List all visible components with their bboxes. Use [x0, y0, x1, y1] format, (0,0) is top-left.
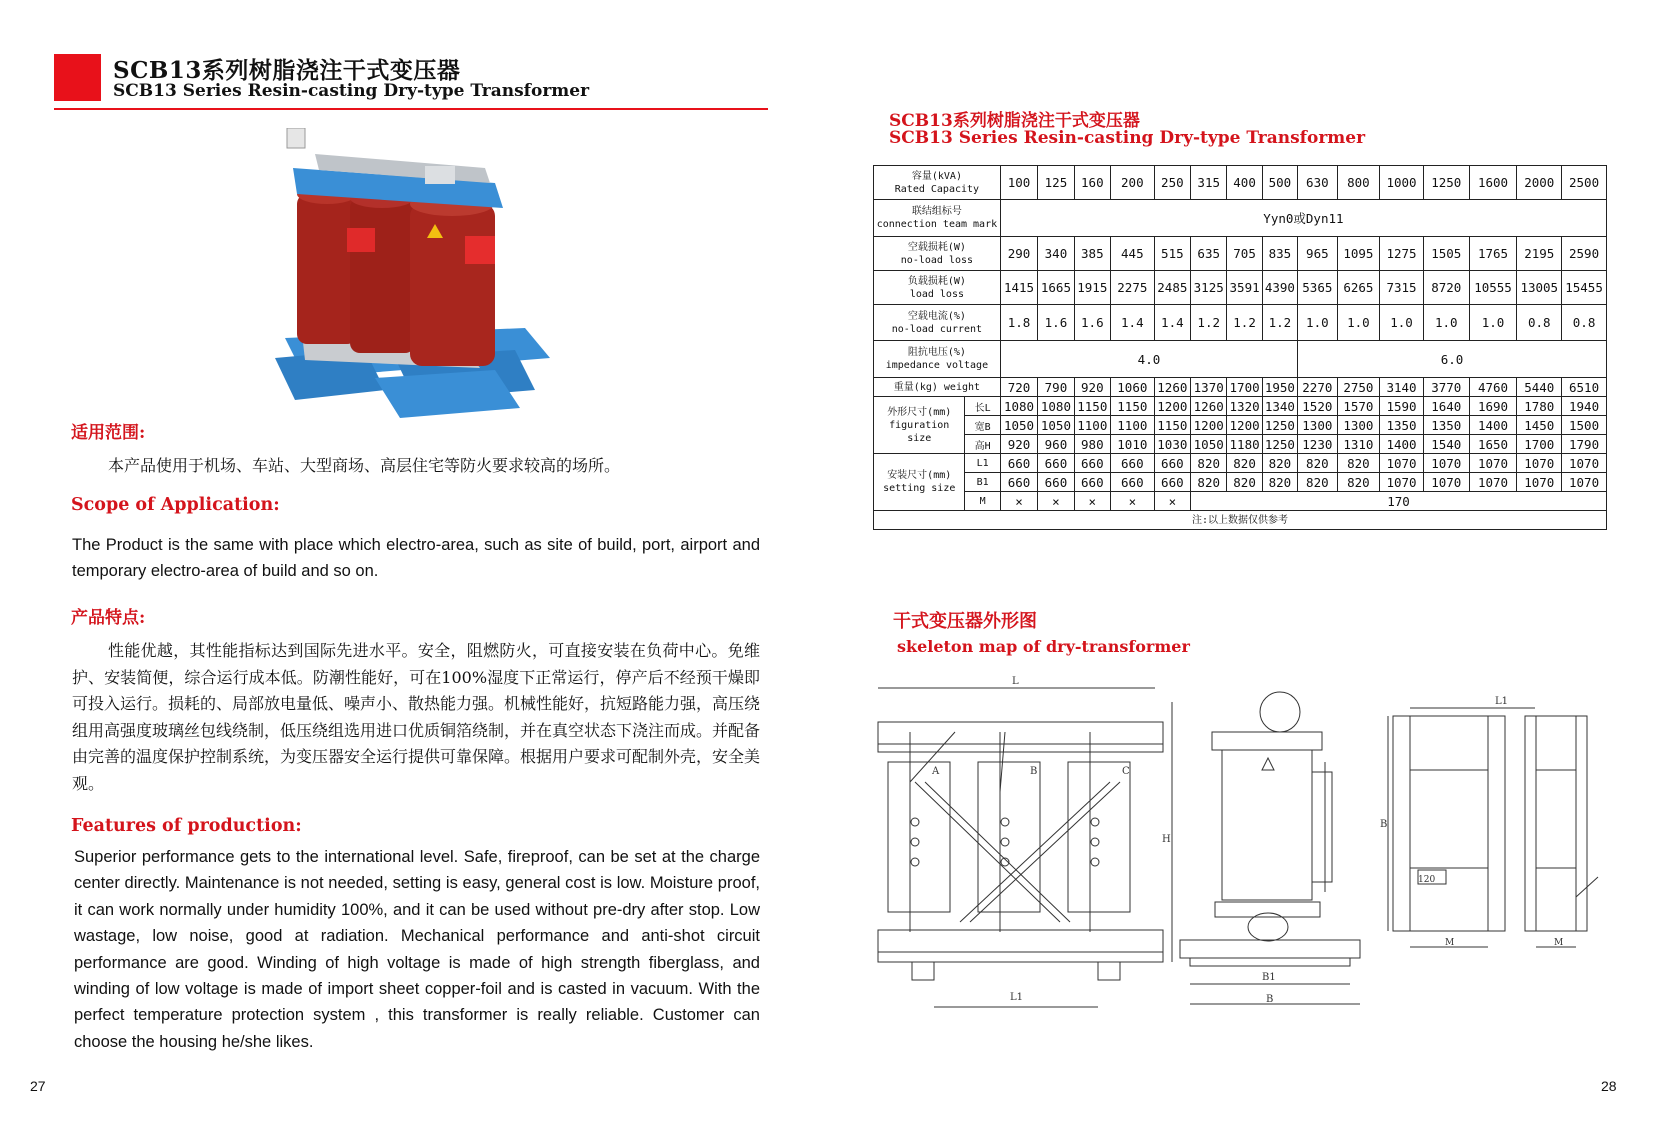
table-cell: 1030	[1154, 435, 1190, 454]
table-cell: 820	[1191, 473, 1227, 492]
table-cell: 1250	[1262, 435, 1297, 454]
table-cell: 1070	[1423, 473, 1469, 492]
m-value: 170	[1191, 492, 1607, 511]
table-cell: 820	[1262, 473, 1297, 492]
table-cell: 0.8	[1517, 305, 1562, 341]
table-cell: 5440	[1517, 378, 1562, 397]
table-cell: 1.0	[1298, 305, 1338, 341]
table-cell: 1260	[1191, 397, 1227, 416]
table-cell: 1200	[1154, 397, 1190, 416]
table-title-cn: SCB13系列树脂浇注干式变压器	[889, 111, 1140, 131]
table-cell: 820	[1337, 454, 1380, 473]
table-cell: ×	[1154, 492, 1190, 511]
dim-m-label: M	[1445, 938, 1455, 948]
table-cell: 1060	[1111, 378, 1155, 397]
table-cell: 1450	[1517, 416, 1562, 435]
table-cell: 820	[1227, 473, 1262, 492]
table-cell: 820	[1337, 473, 1380, 492]
table-cell: 2485	[1154, 271, 1190, 305]
table-cell: 660	[1038, 473, 1074, 492]
table-cell: 2590	[1562, 237, 1607, 271]
table-cell: 1950	[1262, 378, 1297, 397]
table-note: 注:以上数据仅供参考	[874, 511, 1607, 530]
size-label: 外形尺寸(mm) figuration size	[874, 397, 965, 454]
scope-en-text: The Product is the same with place which electro-area, such as site of build, port, airport and temporary electro-area of build and so on.	[72, 536, 760, 581]
table-cell: 1400	[1469, 416, 1517, 435]
impedance-low: 4.0	[1000, 341, 1297, 378]
noload-loss-label: 空载损耗(W) no-load loss	[874, 237, 1001, 271]
row-connection	[874, 200, 1607, 237]
table-cell: 1940	[1562, 397, 1607, 416]
table-cell: 1180	[1227, 435, 1262, 454]
table-cell: 340	[1038, 237, 1074, 271]
table-cell: 1765	[1469, 237, 1517, 271]
table-cell: ×	[1000, 492, 1037, 511]
table-cell: 1070	[1517, 454, 1562, 473]
dim-l1-label: L1	[1010, 992, 1024, 1003]
row-l1	[874, 454, 1607, 473]
table-cell: 1790	[1562, 435, 1607, 454]
table-cell: 400	[1227, 166, 1262, 200]
table-cell: 630	[1298, 166, 1338, 200]
table-cell: 820	[1227, 454, 1262, 473]
scope-cn-text: 本产品使用于机场、车站、大型商场、高层住宅等防火要求较高的场所。	[108, 456, 621, 475]
table-cell: 800	[1337, 166, 1380, 200]
features-cn-heading: 产品特点:	[71, 608, 146, 628]
table-cell: 1415	[1000, 271, 1037, 305]
table-cell: 960	[1038, 435, 1074, 454]
conn-value: Yyn0或Dyn11	[1000, 200, 1606, 237]
table-cell: 660	[1000, 473, 1037, 492]
table-cell: 790	[1038, 378, 1074, 397]
table-cell: 4390	[1262, 271, 1297, 305]
table-cell: 2500	[1562, 166, 1607, 200]
row-noload-current	[874, 305, 1607, 341]
table-cell: 1070	[1562, 454, 1607, 473]
table-title-en: SCB13 Series Resin-casting Dry-type Transformer	[889, 128, 1366, 148]
table-cell: 1300	[1298, 416, 1338, 435]
scope-cn-heading: 适用范围:	[71, 423, 146, 443]
table-cell: 1.0	[1337, 305, 1380, 341]
table-cell: 1640	[1423, 397, 1469, 416]
table-cell: 660	[1111, 473, 1155, 492]
table-cell: 3770	[1423, 378, 1469, 397]
table-cell: 2195	[1517, 237, 1562, 271]
table-cell: 1070	[1517, 473, 1562, 492]
table-cell: 1.0	[1469, 305, 1517, 341]
table-cell: 6265	[1337, 271, 1380, 305]
table-cell: 660	[1000, 454, 1037, 473]
table-cell: 1570	[1337, 397, 1380, 416]
table-cell: 3140	[1380, 378, 1424, 397]
row-load-loss	[874, 271, 1607, 305]
table-cell: 820	[1298, 454, 1338, 473]
table-cell: 1350	[1423, 416, 1469, 435]
page-title-cn: SCB13系列树脂浇注干式变压器	[113, 57, 461, 84]
weight-label: 重量(kg) weight	[874, 378, 1001, 397]
table-cell: 1050	[1191, 435, 1227, 454]
height-label: 高H	[965, 435, 1000, 454]
table-cell: 445	[1111, 237, 1155, 271]
table-cell: 1.4	[1111, 305, 1155, 341]
transformer-photo	[275, 128, 575, 426]
impedance-label: 阻抗电压(%) impedance voltage	[874, 341, 1001, 378]
table-cell: 1.0	[1380, 305, 1424, 341]
dim-120-label: 120	[1418, 875, 1436, 885]
phase-c-label: C	[1122, 766, 1130, 777]
table-cell: 1.8	[1000, 305, 1037, 341]
l1-label: L1	[965, 454, 1000, 473]
table-cell: 1915	[1074, 271, 1110, 305]
table-cell: 835	[1262, 237, 1297, 271]
page-number-right: 28	[1601, 1078, 1617, 1094]
table-cell: 1100	[1111, 416, 1155, 435]
install-label: 安装尺寸(mm) setting size	[874, 454, 965, 511]
table-cell: ×	[1038, 492, 1074, 511]
table-cell: 1000	[1380, 166, 1424, 200]
table-cell: 315	[1191, 166, 1227, 200]
table-cell: 2750	[1337, 378, 1380, 397]
table-cell: 8720	[1423, 271, 1469, 305]
table-cell: 705	[1227, 237, 1262, 271]
table-cell: 1200	[1227, 416, 1262, 435]
phase-b-label: B	[1030, 766, 1038, 777]
table-cell: 5365	[1298, 271, 1338, 305]
table-cell: 1095	[1337, 237, 1380, 271]
noload-current-label: 空载电流(%) no-load current	[874, 305, 1001, 341]
table-cell: 1150	[1074, 397, 1110, 416]
row-note	[874, 511, 1607, 530]
table-cell: 4760	[1469, 378, 1517, 397]
table-cell: 1600	[1469, 166, 1517, 200]
row-height	[874, 435, 1607, 454]
table-cell: 125	[1038, 166, 1074, 200]
table-cell: 660	[1038, 454, 1074, 473]
front-view	[878, 676, 1163, 1007]
table-cell: 1540	[1423, 435, 1469, 454]
features-cn-text: 性能优越，其性能指标达到国际先进水平。安全，阻燃防火，可直接安装在负荷中心。免维护、安装简便，综合运行成本低。防潮性能好，可在100%湿度下正常运行，停产后不经预干燥即可投入运行。损耗的、局部放电量低、噪声小、散热能力强。机械性能好，抗短路能力强，高压绕组用高强度玻璃丝包线绕制，低压绕组选用进口优质铜箔绕制，并在真空状态下浇注而成。并配备由完善的温度保护控制系统，为变压器安全运行提供可靠保障。根据用户要求可配制外壳，安全美观。	[72, 641, 761, 793]
table-cell: 1070	[1469, 454, 1517, 473]
table-cell: 1050	[1000, 416, 1037, 435]
table-cell: 1250	[1262, 416, 1297, 435]
table-cell: 1080	[1000, 397, 1037, 416]
m-label: M	[965, 492, 1000, 511]
scope-en-heading: Scope of Application:	[71, 495, 280, 515]
table-cell: 1690	[1469, 397, 1517, 416]
table-cell: 1010	[1111, 435, 1155, 454]
row-width	[874, 416, 1607, 435]
table-cell: 1500	[1562, 416, 1607, 435]
b1-label: B1	[965, 473, 1000, 492]
dim-m2-label: M	[1554, 938, 1564, 948]
table-cell: 1505	[1423, 237, 1469, 271]
table-cell: 635	[1191, 237, 1227, 271]
table-cell: 820	[1262, 454, 1297, 473]
table-cell: 160	[1074, 166, 1110, 200]
table-cell: 7315	[1380, 271, 1424, 305]
table-cell: ×	[1111, 492, 1155, 511]
table-cell: 965	[1298, 237, 1338, 271]
page-title-en: SCB13 Series Resin-casting Dry-type Transformer	[113, 81, 590, 101]
table-cell: 1260	[1154, 378, 1190, 397]
table-cell: 1100	[1074, 416, 1110, 435]
table-cell: 3125	[1191, 271, 1227, 305]
spec-table	[873, 165, 1607, 530]
side-view	[1162, 692, 1360, 1005]
conn-label: 联结组标号 connection team mark	[874, 200, 1001, 237]
table-cell: 1200	[1191, 416, 1227, 435]
table-cell: 1340	[1262, 397, 1297, 416]
table-cell: 1070	[1380, 473, 1424, 492]
row-noload-loss	[874, 237, 1607, 271]
drawing-title-en: skeleton map of dry-transformer	[897, 637, 1190, 656]
dim-b-side-label: B	[1380, 819, 1388, 830]
table-cell: 15455	[1562, 271, 1607, 305]
table-cell: 2275	[1111, 271, 1155, 305]
table-cell: ×	[1074, 492, 1110, 511]
table-cell: 1.4	[1154, 305, 1190, 341]
table-cell: 660	[1154, 454, 1190, 473]
bottom-view-1	[1380, 696, 1535, 948]
table-cell: 515	[1154, 237, 1190, 271]
table-cell: 1080	[1038, 397, 1074, 416]
table-cell: 2000	[1517, 166, 1562, 200]
table-cell: 1070	[1380, 454, 1424, 473]
table-cell: 100	[1000, 166, 1037, 200]
table-cell: 1050	[1038, 416, 1074, 435]
table-cell: 920	[1000, 435, 1037, 454]
table-cell: 1700	[1517, 435, 1562, 454]
table-cell: 1275	[1380, 237, 1424, 271]
header-divider	[54, 108, 768, 110]
row-impedance	[874, 341, 1607, 378]
table-cell: 820	[1298, 473, 1338, 492]
capacity-label: 容量(kVA) Rated Capacity	[874, 166, 1001, 200]
table-cell: 1070	[1423, 454, 1469, 473]
table-cell: 200	[1111, 166, 1155, 200]
table-cell: 2270	[1298, 378, 1338, 397]
table-cell: 500	[1262, 166, 1297, 200]
table-cell: 660	[1074, 454, 1110, 473]
table-cell: 720	[1000, 378, 1037, 397]
table-cell: 920	[1074, 378, 1110, 397]
table-cell: 1.2	[1227, 305, 1262, 341]
table-cell: 1400	[1380, 435, 1424, 454]
table-cell: 660	[1111, 454, 1155, 473]
table-cell: 1650	[1469, 435, 1517, 454]
width-label: 宽B	[965, 416, 1000, 435]
length-label: 长L	[965, 397, 1000, 416]
table-cell: 660	[1074, 473, 1110, 492]
table-cell: 250	[1154, 166, 1190, 200]
header-red-square	[54, 54, 101, 101]
table-cell: 1520	[1298, 397, 1338, 416]
table-cell: 1150	[1111, 397, 1155, 416]
table-cell: 1350	[1380, 416, 1424, 435]
table-cell: 3591	[1227, 271, 1262, 305]
drawing-title-cn: 干式变压器外形图	[893, 611, 1037, 632]
table-cell: 10555	[1469, 271, 1517, 305]
features-en-heading: Features of production:	[71, 816, 302, 836]
skeleton-drawing	[870, 672, 1610, 1017]
impedance-high: 6.0	[1298, 341, 1607, 378]
table-cell: 1780	[1517, 397, 1562, 416]
dim-l1-top-label: L1	[1495, 696, 1509, 707]
row-capacity	[874, 166, 1607, 200]
dim-b1-label: B1	[1262, 972, 1276, 983]
table-cell: 1.6	[1038, 305, 1074, 341]
features-en-text: Superior performance gets to the international level. Safe, fireproof, can be set at the charge center directly. Maintenance is not needed, setting is easy, general cost is low. Moisture proof, it can work normally under humidity 100%, and it can be used without pre-dry after stop. Low wastage, low noise, good at radiation. Mechanical performance and anti-shot circuit performance are good. Winding of high voltage is made of high strength fiberglass, and winding of low voltage is made of import sheet copper-foil and is casted in vacuum. With the perfect temperature protection system , this transformer is really reliable. Customer can choose the housing he/she likes.	[74, 848, 760, 1051]
row-weight	[874, 378, 1607, 397]
table-cell: 1070	[1469, 473, 1517, 492]
table-cell: 13005	[1517, 271, 1562, 305]
table-cell: 1.0	[1423, 305, 1469, 341]
table-cell: 1250	[1423, 166, 1469, 200]
table-cell: 0.8	[1562, 305, 1607, 341]
table-cell: 980	[1074, 435, 1110, 454]
table-cell: 1310	[1337, 435, 1380, 454]
page-number-left: 27	[30, 1078, 46, 1094]
row-b1	[874, 473, 1607, 492]
dim-b-label: B	[1266, 994, 1274, 1005]
table-cell: 6510	[1562, 378, 1607, 397]
table-cell: 1.2	[1262, 305, 1297, 341]
table-cell: 1150	[1154, 416, 1190, 435]
row-m	[874, 492, 1607, 511]
table-cell: 1300	[1337, 416, 1380, 435]
load-loss-label: 负载损耗(W) load loss	[874, 271, 1001, 305]
row-length	[874, 397, 1607, 416]
table-cell: 1.6	[1074, 305, 1110, 341]
table-cell: 1070	[1562, 473, 1607, 492]
table-cell: 820	[1191, 454, 1227, 473]
table-cell: 660	[1154, 473, 1190, 492]
dim-l-label: L	[1012, 676, 1019, 687]
table-cell: 1370	[1191, 378, 1227, 397]
table-cell: 1230	[1298, 435, 1338, 454]
table-cell: 290	[1000, 237, 1037, 271]
phase-a-label: A	[932, 766, 940, 777]
table-cell: 1.2	[1191, 305, 1227, 341]
dim-h-label: H	[1162, 834, 1171, 845]
table-cell: 385	[1074, 237, 1110, 271]
table-cell: 1665	[1038, 271, 1074, 305]
table-cell: 1590	[1380, 397, 1424, 416]
bottom-view-2	[1525, 716, 1598, 948]
table-cell: 1700	[1227, 378, 1262, 397]
table-cell: 1320	[1227, 397, 1262, 416]
